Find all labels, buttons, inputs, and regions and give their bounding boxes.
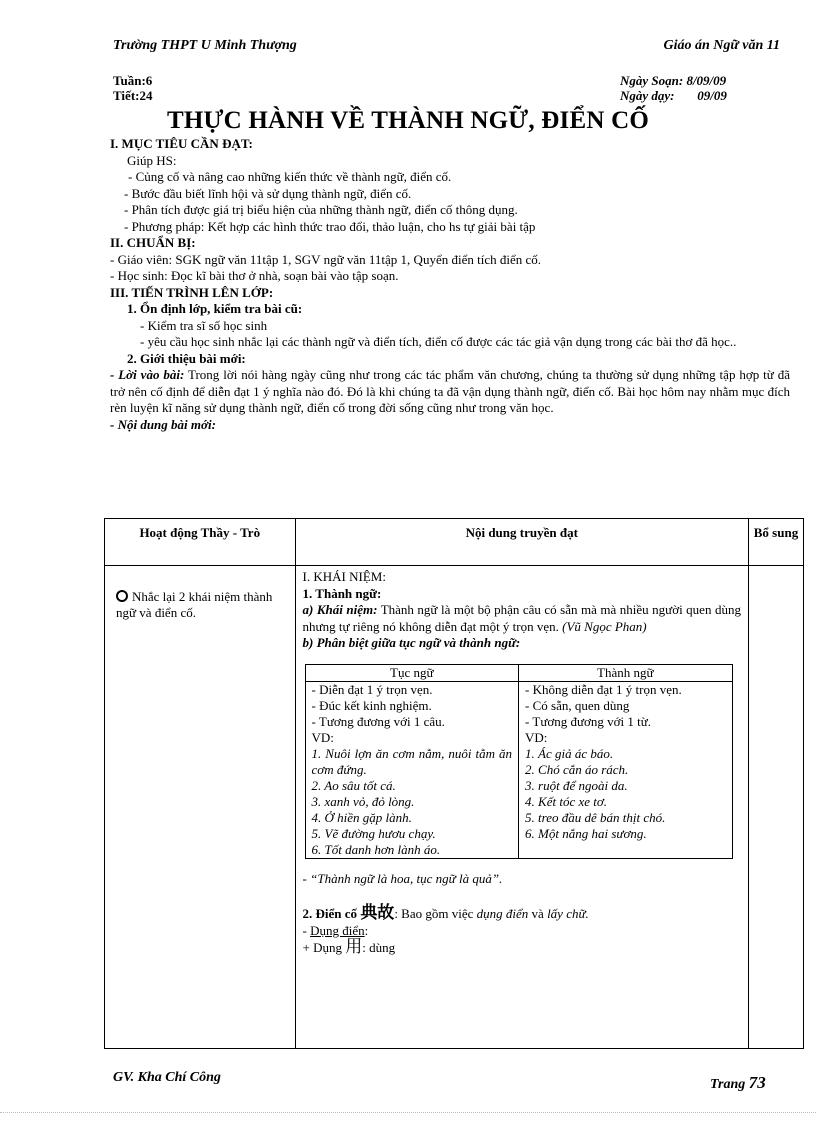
activity-text: Nhắc lại 2 khái niệm thành ngữ và điển cố.	[116, 589, 273, 620]
lesson-body	[110, 136, 790, 433]
dung-line	[303, 939, 741, 957]
dung-chinese: 用	[345, 937, 363, 957]
idiom-line: VD:	[525, 729, 548, 745]
idiom-heading: 1. Thành ngữ:	[302, 585, 382, 601]
intro-paragraph	[110, 367, 790, 417]
content-cell	[295, 566, 748, 1049]
objective-item: - Phương pháp: Kết hợp các hình thức trao đổi, thảo luận, cho hs tự giải bài tập	[124, 218, 536, 234]
idiom-column-header: Thành ngữ	[519, 664, 733, 681]
step1-heading: 1. Ổn định lớp, kiểm tra bài cũ:	[127, 301, 303, 316]
comparison-table	[305, 664, 733, 859]
bullet-circle-icon	[116, 590, 128, 602]
teacher-name: GV. Kha Chí Công	[113, 1070, 221, 1085]
proverb-line: - Diễn đạt 1 ý trọn vẹn.	[311, 681, 433, 697]
idiom-line: - Tương đương với 1 từ.	[525, 713, 652, 729]
subject-name: Giáo án Ngữ văn 11	[663, 38, 780, 53]
table-header-row	[105, 519, 804, 566]
use-suffix: :	[364, 922, 369, 938]
preparation-item: - Học sinh: Đọc kĩ bài thơ ở nhà, soạn bài vào tập soạn.	[110, 268, 399, 283]
week-period-block	[113, 73, 152, 103]
dung-prefix: + Dụng	[302, 940, 346, 955]
definition-label: a) Khái niệm:	[302, 602, 378, 617]
idiom-example: 4. Kết tóc xe tơ.	[525, 793, 608, 809]
allusion-text: : Bao gồm việc	[394, 906, 477, 921]
idiom-line: - Không diễn đạt 1 ý trọn vẹn.	[525, 681, 682, 697]
definition-source: (Vũ Ngọc Phan)	[562, 618, 647, 634]
proverb-line: VD:	[311, 729, 334, 745]
new-content-label: - Nội dung bài mới:	[110, 416, 216, 432]
proverb-line: - Đúc kết kinh nghiệm.	[311, 697, 432, 713]
idiom-quote: - “Thành ngữ là hoa, tục ngữ là quả”.	[302, 870, 503, 886]
page-number-block	[710, 1073, 766, 1093]
use-prefix: -	[302, 922, 311, 938]
procedure-heading: III. TIẾN TRÌNH LÊN LỚP:	[110, 284, 274, 300]
week-label: Tuần:6	[113, 73, 153, 88]
idiom-definition	[303, 602, 741, 635]
idiom-example: 5. treo đầu dê bán thịt chó.	[525, 809, 666, 825]
objective-item: - Phân tích được giá trị biểu hiện của những thành ngữ, điển cố thông dụng.	[124, 202, 518, 217]
definition-text: Thành ngữ là một bộ phận câu có sẵn mà mà nhiều người quen dùng nhưng tự riêng nó không diễn đạt một ý trọn vẹn.	[302, 602, 741, 634]
idiom-example: 2. Chó cắn áo rách.	[525, 761, 629, 777]
objectives-intro: Giúp HS:	[127, 152, 177, 168]
preparation-item: - Giáo viên: SGK ngữ văn 11tập 1, SGV ngữ văn 11tập 1, Quyển điển tích điển cố.	[110, 251, 541, 267]
lesson-table	[104, 518, 804, 1049]
prepared-date: Ngày Soạn: 8/09/09	[620, 73, 727, 88]
concept-heading: I. KHÁI NIỆM:	[302, 569, 386, 584]
header-activity: Hoạt động Thầy - Trò	[105, 519, 296, 566]
idiom-line: - Có sẵn, quen dùng	[525, 697, 630, 713]
intro-label: - Lời vào bài:	[110, 367, 185, 382]
allusion-chinese: 典故	[360, 903, 395, 923]
use-allusion-label: Dụng điển	[310, 922, 365, 938]
lesson-title: THỰC HÀNH VỀ THÀNH NGỮ, ĐIỂN CỐ	[167, 107, 649, 134]
teaching-date: Ngày dạy: 09/09	[620, 88, 727, 103]
allusion-term: dụng điển	[476, 906, 529, 921]
objective-item: - Bước đầu biết lĩnh hội và sử dụng thành ngữ, điển cố.	[124, 185, 412, 201]
step2-heading: 2. Giới thiệu bài mới:	[127, 350, 246, 366]
period-label: Tiết:24	[113, 88, 153, 103]
difference-heading: b) Phân biệt giữa tục ngữ và thành ngữ:	[302, 635, 521, 650]
proverb-column-header: Tục ngữ	[305, 664, 519, 681]
objectives-heading: I. MỤC TIÊU CẦN ĐẠT:	[110, 136, 253, 151]
proverb-example: 3. xanh vỏ, đỏ lòng.	[311, 793, 415, 809]
idiom-example: 1. Ác giả ác báo.	[525, 745, 614, 761]
proverb-line: - Tương đương với 1 câu.	[311, 713, 445, 729]
proverb-example: 5. Vẽ đường hươu chạy.	[311, 825, 436, 841]
allusion-text: và	[528, 906, 548, 921]
date-block	[620, 73, 727, 103]
page-number: 73	[748, 1073, 766, 1092]
proverb-example: 6. Tốt danh hơn lành áo.	[311, 841, 441, 857]
page-label: Trang	[710, 1077, 746, 1092]
activity-cell	[105, 566, 296, 1049]
allusion-line	[303, 905, 741, 923]
footer-divider	[0, 1112, 816, 1113]
table-row	[105, 566, 804, 1049]
idiom-cell	[519, 681, 733, 858]
header-content: Nội dung truyền đạt	[295, 519, 748, 566]
preparation-heading: II. CHUẨN BỊ:	[110, 235, 196, 250]
use-allusion-line	[303, 923, 741, 940]
idiom-example: 6. Một nắng hai sương.	[525, 825, 647, 841]
proverb-example: 4. Ở hiền gặp lành.	[311, 809, 412, 825]
allusion-term: lấy chữ.	[547, 906, 589, 921]
idiom-example: 3. ruột để ngoài da.	[525, 777, 628, 793]
dung-suffix: : dùng	[362, 940, 396, 955]
step1-item: - yêu cầu học sinh nhắc lại các thành ngữ và điển tích, điển cố được các tác giả vận dụng trong các bài thơ đã học..	[140, 334, 737, 349]
proverb-example: 2. Ao sâu tốt cá.	[311, 777, 396, 793]
allusion-heading: 2. Điển cố	[302, 906, 358, 921]
intro-text: Trong lời nói hàng ngày cũng như trong các tác phẩm văn chương, chúng ta thường sử dụng những tập hợp từ đã trở nên cố định để diễn đạt 1 ý nghĩa nào đó. Đó là khi chúng ta đã vận dụng thành ngữ, điển cố. Bài học hôm nay nhằm mục đích rèn luyện kĩ năng sử dụng thành ngữ, điển cố trong đời sống cũng như trong văn học.	[110, 367, 790, 415]
proverb-cell	[305, 681, 519, 858]
objective-item: - Củng cố và nâng cao những kiến thức về thành ngữ, điển cố.	[128, 169, 452, 184]
header-notes: Bổ sung	[748, 519, 803, 566]
proverb-example: 1. Nuôi lợn ăn cơm nằm, nuôi tằm ăn cơm đứng.	[311, 745, 513, 777]
notes-cell	[748, 566, 803, 1049]
school-name: Trường THPT U Minh Thượng	[113, 38, 297, 53]
step1-item: - Kiểm tra sĩ số học sinh	[140, 317, 268, 333]
